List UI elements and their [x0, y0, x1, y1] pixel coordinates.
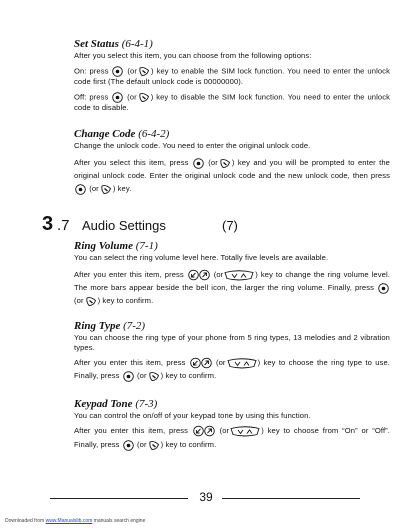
volume-keys-icon — [193, 425, 215, 437]
keypad-tone-line1: You can control the on/off of your keypad tone by using this function. — [74, 411, 311, 420]
cc-or2: (or — [89, 184, 99, 193]
cc-pre: After you select this item, press — [74, 158, 189, 167]
section-number-minor: .7 — [57, 217, 70, 234]
ok-key-icon — [75, 184, 86, 195]
right-soft-key-icon — [148, 371, 160, 382]
kt-or2: (or — [137, 440, 147, 449]
set-status-intro: After you select this item, you can choose from the following options: — [74, 51, 312, 60]
on-or: (or — [127, 66, 138, 76]
ring-volume-title: Ring Volume — [74, 240, 133, 252]
set-status-off-text — [74, 92, 390, 113]
rv-or2: (or — [74, 296, 84, 305]
change-code-title: Change Code — [74, 128, 136, 140]
rv-end: ) key to confirm. — [97, 296, 154, 305]
ok-key-icon — [193, 158, 204, 169]
change-code-section — [74, 128, 390, 195]
volume-keys-icon — [188, 269, 210, 281]
page-number: 39 — [199, 490, 213, 504]
ring-type-title: Ring Type — [74, 320, 121, 332]
change-code-instructions — [74, 156, 390, 195]
keypad-tone-title: Keypad Tone — [74, 398, 133, 410]
set-status-section — [74, 38, 390, 113]
ok-key-icon — [378, 283, 389, 294]
kt-mid: ) key to choose from “On” or “Off”. Finally, press — [74, 426, 390, 449]
right-soft-key-icon — [138, 92, 150, 103]
download-credit-pre: Downloaded from — [5, 518, 45, 524]
nav-up-down-key-icon — [230, 426, 260, 437]
footer-rule-left — [50, 498, 188, 499]
rt-mid: ) key to choose the ring type to use. Finally, press — [74, 358, 390, 380]
ring-volume-heading — [74, 240, 390, 253]
ring-type-section — [74, 320, 390, 382]
set-status-title: Set Status — [74, 38, 119, 50]
ring-type-heading — [74, 320, 390, 333]
ok-key-icon — [123, 440, 134, 451]
ring-volume-line1: You can select the ring volume level here. Totally five levels are available. — [74, 253, 329, 262]
nav-up-down-key-icon — [224, 270, 254, 281]
footer-rule-right — [222, 498, 360, 499]
rv-or: (or — [213, 270, 224, 279]
ring-type-instructions — [74, 356, 390, 382]
ring-volume-code: (7-1) — [135, 240, 158, 252]
download-credit — [5, 518, 145, 525]
rt-or: (or — [215, 358, 226, 367]
volume-keys-icon — [190, 357, 212, 369]
section-title: Audio Settings — [82, 218, 166, 233]
change-code-heading — [74, 128, 390, 141]
change-code-code: (6-4-2) — [138, 128, 170, 140]
on-pre: On: press — [74, 66, 109, 76]
off-pre: Off: press — [74, 92, 109, 102]
kt-or: (or — [219, 426, 230, 435]
rt-or2: (or — [137, 371, 147, 380]
section-heading — [42, 212, 382, 236]
right-soft-key-icon — [138, 66, 150, 77]
ring-type-code: (7-2) — [123, 320, 146, 332]
section-code: (7) — [222, 218, 238, 233]
off-post: ) key to disable the SIM lock function. You need to enter the unlock code to disable. — [74, 92, 390, 112]
right-soft-key-icon — [148, 440, 160, 451]
section-number-major: 3 — [42, 213, 54, 235]
cc-post: ) key and you will be prompted to enter the original unlock code. Enter the original unlock code and the new unlock code, then press — [74, 158, 390, 180]
off-or: (or — [127, 92, 137, 102]
keypad-tone-section — [74, 398, 390, 452]
ring-volume-section — [74, 240, 390, 307]
rt-end: ) key to confirm. — [160, 371, 217, 380]
keypad-tone-instructions — [74, 424, 390, 452]
ring-type-line1: You can choose the ring type of your phone from 5 ring types, 13 melodies and 2 vibration types. — [74, 333, 390, 352]
ring-volume-instructions — [74, 268, 390, 307]
nav-up-down-key-icon — [227, 358, 257, 369]
change-code-line1: Change the unlock code. You need to enter the original unlock code. — [74, 141, 311, 150]
ok-key-icon — [123, 371, 134, 382]
right-soft-key-icon — [85, 296, 97, 307]
ok-key-icon — [112, 66, 123, 77]
set-status-on-text — [74, 66, 390, 87]
cc-end: ) key. — [112, 184, 132, 193]
rv-mid: ) key to change the ring volume level. The more bars appear beside the bell icon, the larger the ring volume. Finally, press — [74, 270, 390, 292]
right-soft-key-icon — [219, 158, 231, 169]
cc-or: (or — [208, 158, 218, 167]
on-post: ) key to enable the SIM lock function. You need to enter the unlock code first (The default unlock code is 00000000). — [74, 66, 390, 86]
set-status-heading — [74, 38, 390, 51]
keypad-tone-code: (7-3) — [135, 398, 158, 410]
rt-pre: After you enter this item, press — [74, 358, 186, 367]
download-credit-post: manuals search engine — [93, 518, 146, 524]
set-status-code: (6-4-1) — [121, 38, 153, 50]
rv-pre: After you enter this item, press — [74, 270, 184, 279]
download-link[interactable]: www.Manualslib.com — [45, 518, 93, 524]
ok-key-icon — [112, 92, 123, 103]
right-soft-key-icon — [100, 184, 112, 195]
kt-pre: After you enter this item, press — [74, 426, 189, 435]
keypad-tone-heading — [74, 398, 390, 411]
kt-end: ) key to confirm. — [160, 440, 217, 449]
